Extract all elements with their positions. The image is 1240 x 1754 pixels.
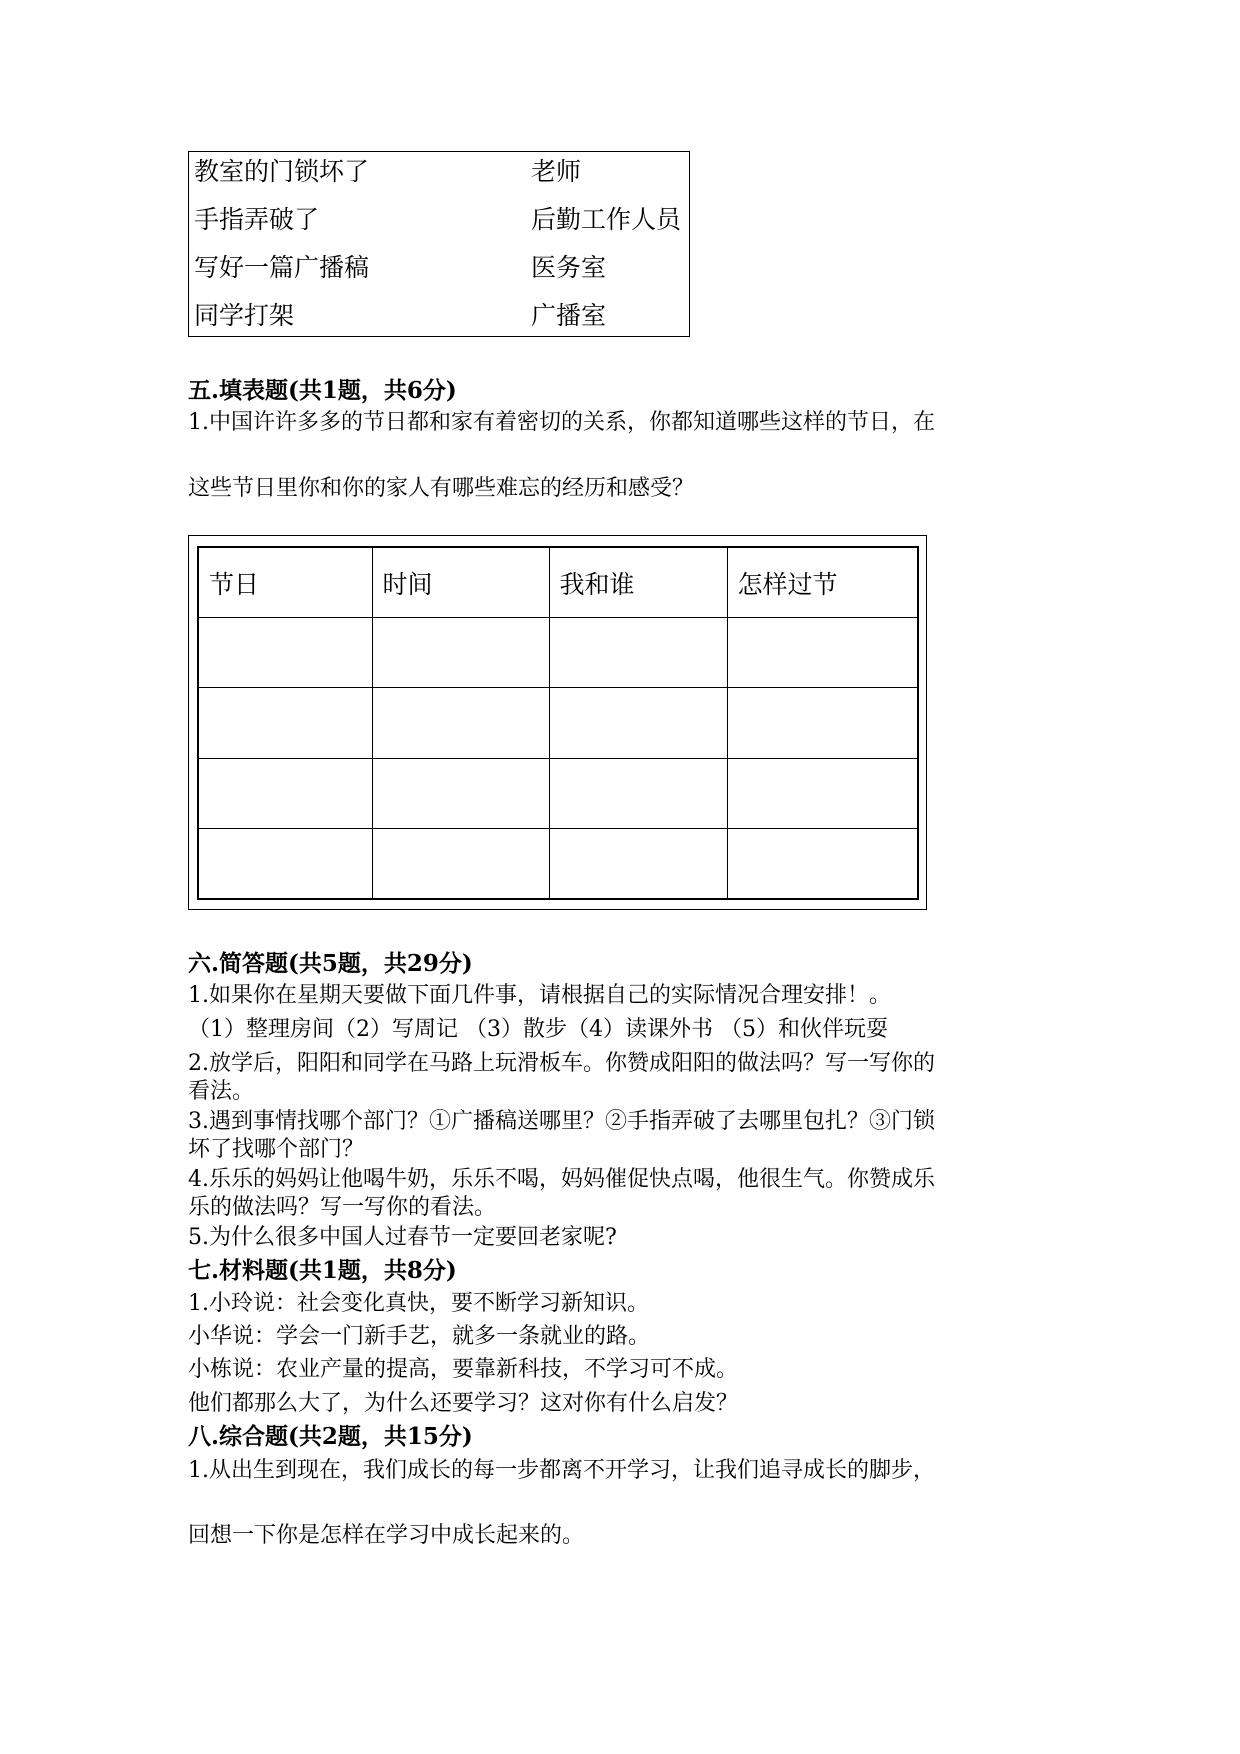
table-cell[interactable] [372, 828, 549, 899]
section-6-line: 2.放学后，阳阳和同学在马路上玩滑板车。你赞成阳阳的做法吗？写一写你的 [188, 1051, 935, 1076]
section-7-line: 1.小玲说：社会变化真快，要不断学习新知识。 [188, 1291, 649, 1316]
section-7-title: 七.材料题(共1题，共8分) [188, 1257, 457, 1284]
matching-right-item: 医务室 [531, 253, 607, 282]
section-8-question-line: 回想一下你是怎样在学习中成长起来的。 [188, 1523, 585, 1548]
matching-row [189, 152, 689, 192]
matching-right-item: 后勤工作人员 [531, 205, 682, 234]
section-6-line: 1.如果你在星期天要做下面几件事，请根据自己的实际情况合理安排！。 [188, 983, 891, 1008]
table-cell[interactable] [372, 688, 549, 758]
matching-right-item: 广播室 [531, 301, 607, 330]
section-7-line: 小华说：学会一门新手艺，就多一条就业的路。 [188, 1324, 651, 1349]
section-6-line: 4.乐乐的妈妈让他喝牛奶，乐乐不喝，妈妈催促快点喝，他很生气。你赞成乐 [188, 1167, 935, 1192]
table-row [198, 618, 918, 688]
table-cell[interactable] [549, 758, 727, 828]
section-6-line: 乐的做法吗？写一写你的看法。 [188, 1195, 497, 1220]
matching-left-item: 教室的门锁坏了 [194, 157, 370, 186]
table-cell[interactable] [198, 758, 372, 828]
section-5-question-line: 1.中国许许多多的节日都和家有着密切的关系，你都知道哪些这样的节日，在 [188, 410, 935, 435]
section-6-line: 看法。 [188, 1079, 255, 1104]
festival-table [197, 546, 919, 900]
matching-box [188, 151, 690, 337]
section-7-line: 他们都那么大了，为什么还要学习？这对你有什么启发？ [188, 1391, 739, 1416]
section-6-line: 5.为什么很多中国人过春节一定要回老家呢? [188, 1225, 617, 1250]
section-5-title: 五.填表题(共1题，共6分) [188, 377, 457, 404]
section-6-title: 六.简答题(共5题，共29分) [188, 950, 473, 977]
section-6-line: 3.遇到事情找哪个部门？①广播稿送哪里？②手指弄破了去哪里包扎？③门锁 [188, 1109, 935, 1134]
table-cell[interactable] [198, 828, 372, 899]
section-7-line: 小栋说：农业产量的提高，要靠新科技，不学习可不成。 [188, 1357, 739, 1382]
matching-left-item: 写好一篇广播稿 [194, 253, 370, 282]
table-row [198, 758, 918, 828]
section-6-line: （1）整理房间（2）写周记 （3）散步（4）读课外书 （5）和伙伴玩耍 [188, 1017, 888, 1042]
table-header-cell: 节日 [198, 547, 372, 618]
section-8-title: 八.综合题(共2题，共15分) [188, 1423, 473, 1450]
table-cell[interactable] [372, 618, 549, 688]
table-cell[interactable] [549, 618, 727, 688]
table-cell[interactable] [372, 758, 549, 828]
table-cell[interactable] [727, 688, 918, 758]
table-header-cell: 怎样过节 [727, 547, 918, 618]
matching-row [189, 248, 689, 288]
table-cell[interactable] [198, 688, 372, 758]
table-row [198, 688, 918, 758]
table-cell[interactable] [549, 688, 727, 758]
table-cell[interactable] [198, 618, 372, 688]
section-5-question-line: 这些节日里你和你的家人有哪些难忘的经历和感受？ [188, 476, 695, 501]
table-header-cell: 时间 [372, 547, 549, 618]
matching-left-item: 同学打架 [194, 301, 295, 330]
section-8-question-line: 1.从出生到现在，我们成长的每一步都离不开学习，让我们追寻成长的脚步， [188, 1458, 935, 1483]
table-cell[interactable] [727, 758, 918, 828]
table-header-cell: 我和谁 [549, 547, 727, 618]
section-6-line: 坏了找哪个部门？ [188, 1137, 365, 1162]
matching-row [189, 200, 689, 240]
table-cell[interactable] [727, 618, 918, 688]
matching-left-item: 手指弄破了 [194, 205, 320, 234]
table-row [198, 828, 918, 899]
table-cell[interactable] [727, 828, 918, 899]
table-header-row [198, 547, 918, 618]
matching-row [189, 296, 689, 336]
matching-right-item: 老师 [531, 157, 582, 186]
table-cell[interactable] [549, 828, 727, 899]
